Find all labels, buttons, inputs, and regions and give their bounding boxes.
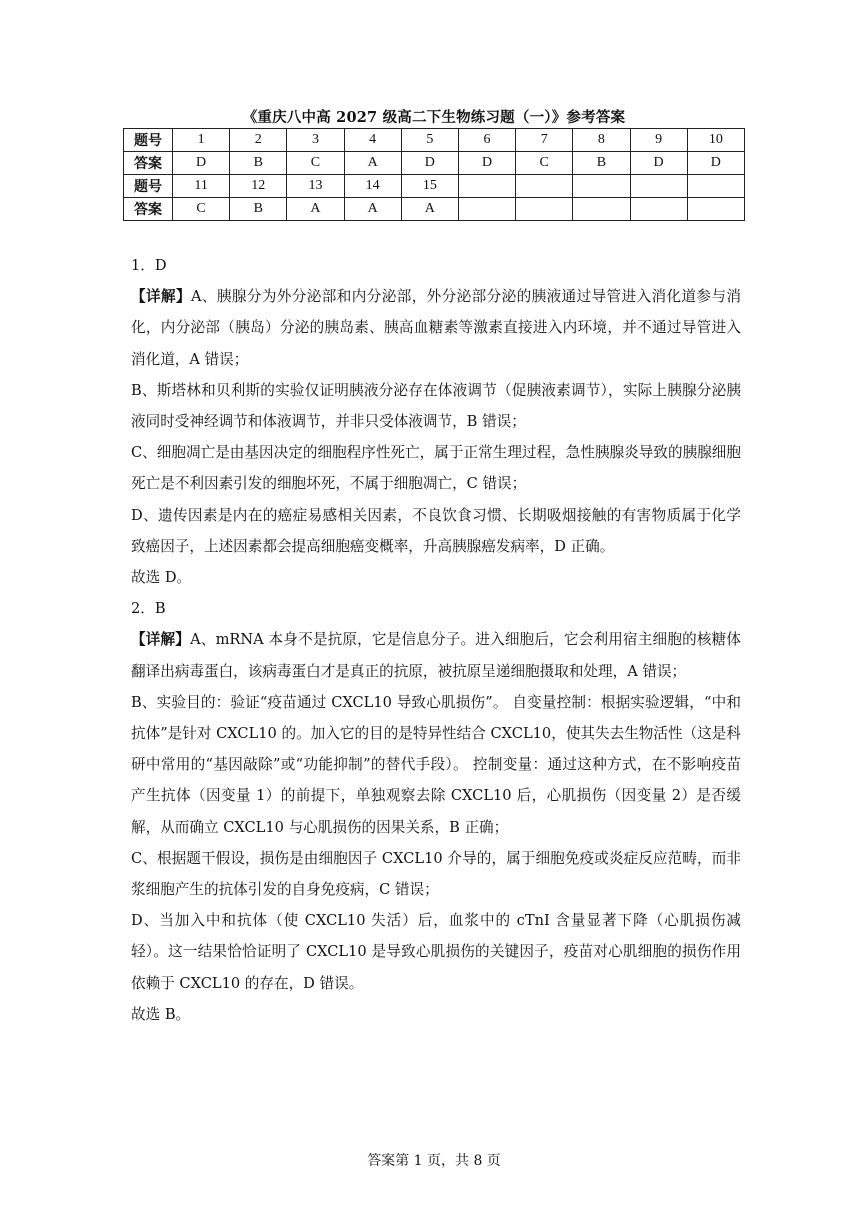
answer-table-cell: 5 xyxy=(401,129,458,152)
answer-table-cell: D xyxy=(173,152,230,175)
question-paragraph: D、遗传因素是内在的癌症易感相关因素，不良饮食习惯、长期吸烟接触的有害物质属于化学致癌因子，上述因素都会提高细胞癌变概率，升高胰腺癌发病率，D 正确。 xyxy=(131,506,741,555)
document-title: 《重庆八中高 2027 级高二下生物练习题（一）》参考答案 xyxy=(242,109,626,126)
answer-table-cell: 9 xyxy=(630,129,687,152)
answer-table-cell: 15 xyxy=(401,175,458,198)
answer-table xyxy=(123,128,745,221)
answer-table-cell xyxy=(458,198,515,221)
question-paragraph: C、根据题干假设，损伤是由细胞因子 CXCL10 介导的，属于细胞免疫或炎症反应范畴，而非浆细胞产生的抗体引发的自身免疫病，C 错误； xyxy=(131,849,741,899)
question-number: 1．D xyxy=(131,257,167,274)
answer-table-cell: 2 xyxy=(230,129,287,152)
answer-table-cell: B xyxy=(230,198,287,221)
answer-table-cell: D xyxy=(401,152,458,175)
answer-table-cell: A xyxy=(344,152,401,175)
answer-table-cell: 10 xyxy=(687,129,744,152)
answer-table-cell: C xyxy=(173,198,230,221)
answer-table-cell: 13 xyxy=(287,175,344,198)
row-label: 题号 xyxy=(124,175,173,198)
paragraph-text: A、mRNA 本身不是抗原，它是信息分子。进入细胞后，它会利用宿主细胞的核糖体翻译出病毒蛋白，该病毒蛋白才是真正的抗原，被抗原呈递细胞摄取和处理，A 错误； xyxy=(131,631,741,680)
answer-table-cell: 7 xyxy=(516,129,573,152)
question-paragraph: B、斯塔林和贝利斯的实验仅证明胰液分泌存在体液调节（促胰液素调节），实际上胰腺分泌胰液同时受神经调节和体液调节，并非只受体液调节，B 错误； xyxy=(131,381,741,431)
answer-table-cell xyxy=(687,175,744,198)
answer-table-cell: 3 xyxy=(287,129,344,152)
question-paragraph xyxy=(131,281,741,375)
detail-tag: 【详解】 xyxy=(131,288,191,306)
answer-table-cell: 14 xyxy=(344,175,401,198)
question-number: 2．B xyxy=(131,600,166,618)
answer-table-row xyxy=(124,152,745,175)
answer-table-cell: D xyxy=(687,152,744,175)
answer-table-cell xyxy=(516,175,573,198)
answer-table-cell: A xyxy=(287,198,344,221)
answer-table-row xyxy=(124,129,745,152)
question-paragraph: C、细胞凋亡是由基因决定的细胞程序性死亡，属于正常生理过程，急性胰腺炎导致的胰腺细胞死亡是不利因素引发的细胞坏死，不属于细胞凋亡，C 错误； xyxy=(131,444,741,493)
question-paragraph: D、当加入中和抗体（使 CXCL10 失活）后，血浆中的 cTnI 含量显著下降（心肌损伤减轻）。这一结果恰恰证明了 CXCL10 是导致心肌损伤的关键因子，疫苗对心肌细胞的损伤作用依赖于 CXCL10 的存在，D 错误。 xyxy=(131,912,741,992)
answer-table-cell: 6 xyxy=(458,129,515,152)
row-label: 答案 xyxy=(124,198,173,221)
page-footer: 答案第 1 页，共 8 页 xyxy=(367,1153,501,1169)
question-paragraph xyxy=(131,624,741,686)
answer-table-cell xyxy=(687,198,744,221)
answer-table-cell xyxy=(573,175,630,198)
answer-table-cell xyxy=(630,198,687,221)
answer-table-cell: A xyxy=(401,198,458,221)
question-conclusion: 故选 D。 xyxy=(131,569,192,587)
answer-table-cell: 8 xyxy=(573,129,630,152)
paragraph-text: A、胰腺分为外分泌部和内分泌部，外分泌部分泌的胰液通过导管进入消化道参与消化，内分泌部（胰岛）分泌的胰岛素、胰高血糖素等激素直接进入内环境，并不通过导管进入消化道，A 错误； xyxy=(131,288,741,368)
answer-table-cell: B xyxy=(230,152,287,175)
question-paragraph: B、实验目的：验证“疫苗通过 CXCL10 导致心肌损伤”。 自变量控制：根据实验逻辑，“中和抗体”是针对 CXCL10 的。加入它的目的是特异性结合 CXCL10，使其失去生物活性（这是科研中常用的“基因敲除”或“功能抑制”的替代手段）。 控制变量：通过这种方式，在不影响疫苗产生抗体（因变量 1）的前提下，单独观察去除 CXCL10 后，心肌损伤（因变量 2）是否缓解，从而确立 CXCL10 与心肌损伤的因果关系，B 正确； xyxy=(131,693,741,836)
answer-table-cell: A xyxy=(344,198,401,221)
row-label: 答案 xyxy=(124,152,173,175)
answer-table-cell xyxy=(630,175,687,198)
answer-table-cell: 11 xyxy=(173,175,230,198)
answer-table-cell xyxy=(516,198,573,221)
explanation-body xyxy=(131,250,741,1030)
answer-table-cell: D xyxy=(630,152,687,175)
answer-table-cell: C xyxy=(287,152,344,175)
answer-table-cell: C xyxy=(516,152,573,175)
question-conclusion: 故选 B。 xyxy=(131,1005,191,1023)
answer-table-cell: D xyxy=(458,152,515,175)
answer-table-cell: 1 xyxy=(173,129,230,152)
answer-table-cell xyxy=(458,175,515,198)
row-label: 题号 xyxy=(124,129,173,152)
answer-table-cell xyxy=(573,198,630,221)
answer-table-cell: B xyxy=(573,152,630,175)
detail-tag: 【详解】 xyxy=(131,631,191,649)
answer-table-cell: 12 xyxy=(230,175,287,198)
answer-table-row xyxy=(124,175,745,198)
answer-table-row xyxy=(124,198,745,221)
answer-table-cell: 4 xyxy=(344,129,401,152)
